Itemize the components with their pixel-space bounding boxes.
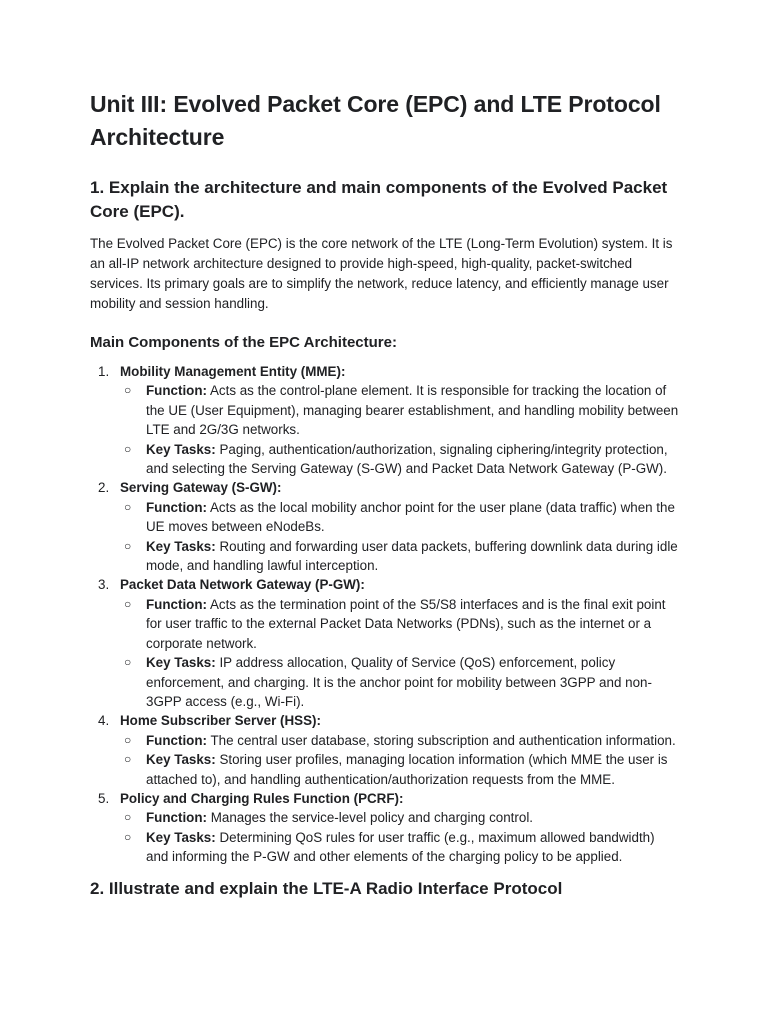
bullet-icon: ○ (124, 383, 132, 398)
bullet-icon: ○ (124, 499, 132, 514)
item-number: 4. (98, 713, 110, 729)
sub-item-function (120, 808, 680, 827)
tasks-text: Storing user profiles, managing location information (which MME the user is attached to), and handling authentication/authorization requests from the MME. (146, 752, 668, 787)
sub-list (120, 381, 680, 478)
sub-item-function (120, 595, 680, 653)
tasks-label: Key Tasks: (146, 538, 216, 554)
tasks-text: IP address allocation, Quality of Service (QoS) enforcement, policy enforcement, and charging. It is the anchor point for mobility between 3GPP and non-3GPP access (e.g., Wi-Fi). (146, 655, 652, 709)
component-title: Packet Data Network Gateway (P-GW): (120, 577, 365, 593)
list-item (90, 711, 680, 789)
function-text: The central user database, storing subscription and authentication information. (210, 732, 676, 748)
question-2-heading: 2. Illustrate and explain the LTE-A Radio Interface Protocol (90, 878, 563, 898)
bullet-icon: ○ (124, 538, 132, 553)
sub-item-tasks (120, 440, 680, 479)
sub-item-function (120, 381, 680, 439)
sub-item-function (120, 498, 680, 537)
list-item (90, 789, 680, 867)
item-number: 3. (98, 577, 110, 593)
sub-item-tasks (120, 750, 680, 789)
sub-list (120, 731, 680, 789)
sub-item-tasks (120, 828, 680, 867)
bullet-icon: ○ (124, 732, 132, 747)
function-text: Acts as the control-plane element. It is responsible for tracking the location of the UE (User Equipment), managing bearer establishment, and handling mobility between LTE and 2G/3G networks. (146, 383, 679, 438)
function-label: Function: (146, 732, 207, 748)
function-text: Acts as the termination point of the S5/S8 interfaces and is the final exit point for user traffic to the external Packet Data Networks (PDNs), such as the internet or a corporate network. (146, 596, 666, 651)
function-label: Function: (146, 383, 207, 399)
document-title: Unit III: Evolved Packet Core (EPC) and LTE Protocol Architecture (90, 91, 661, 150)
component-title: Policy and Charging Rules Function (PCRF): (120, 790, 404, 806)
question-1-heading: 1. Explain the architecture and main components of the Evolved Packet Core (EPC). (90, 178, 668, 221)
component-title: Serving Gateway (S-GW): (120, 480, 282, 496)
sub-item-tasks (120, 653, 680, 711)
function-text: Acts as the local mobility anchor point for the user plane (data traffic) when the UE moves between eNodeBs. (146, 499, 675, 535)
sub-item-tasks (120, 537, 680, 576)
intro-paragraph: The Evolved Packet Core (EPC) is the core network of the LTE (Long-Term Evolution) system. It is an all-IP network architecture designed to provide high-speed, high-quality, packet-switched services. Its primary goals are to simplify the network, reduce latency, and efficiently manage user mobility and session handling. (90, 236, 673, 311)
component-title: Home Subscriber Server (HSS): (120, 713, 321, 729)
sub-list (120, 595, 680, 711)
sub-item-function (120, 731, 680, 750)
list-item (90, 362, 680, 478)
tasks-label: Key Tasks: (146, 752, 216, 768)
sub-list (120, 808, 680, 866)
tasks-label: Key Tasks: (146, 441, 216, 457)
item-number: 2. (98, 480, 110, 496)
tasks-text: Paging, authentication/authorization, signaling ciphering/integrity protection, and selecting the Serving Gateway (S-GW) and Packet Data Network Gateway (P-GW). (146, 441, 668, 477)
item-number: 5. (98, 790, 110, 806)
function-label: Function: (146, 499, 207, 515)
tasks-text: Determining QoS rules for user traffic (e.g., maximum allowed bandwidth) and informing the P-GW and other elements of the charging policy to be applied. (146, 829, 655, 865)
sub-list (120, 498, 680, 576)
components-heading: Main Components of the EPC Architecture: (90, 334, 397, 351)
component-title: Mobility Management Entity (MME): (120, 364, 346, 379)
tasks-text: Routing and forwarding user data packets, buffering downlink data during idle mode, and handling lawful interception. (146, 538, 678, 574)
components-list (90, 362, 680, 867)
list-item (90, 575, 680, 711)
tasks-label: Key Tasks: (146, 655, 216, 671)
bullet-icon: ○ (124, 596, 132, 611)
bullet-icon: ○ (124, 810, 132, 825)
function-label: Function: (146, 810, 207, 826)
tasks-label: Key Tasks: (146, 829, 216, 845)
bullet-icon: ○ (124, 829, 132, 844)
list-item (90, 478, 680, 575)
bullet-icon: ○ (124, 441, 132, 456)
bullet-icon: ○ (124, 655, 132, 670)
item-number: 1. (98, 364, 110, 379)
function-text: Manages the service-level policy and charging control. (210, 810, 534, 826)
bullet-icon: ○ (124, 752, 132, 767)
function-label: Function: (146, 596, 207, 612)
